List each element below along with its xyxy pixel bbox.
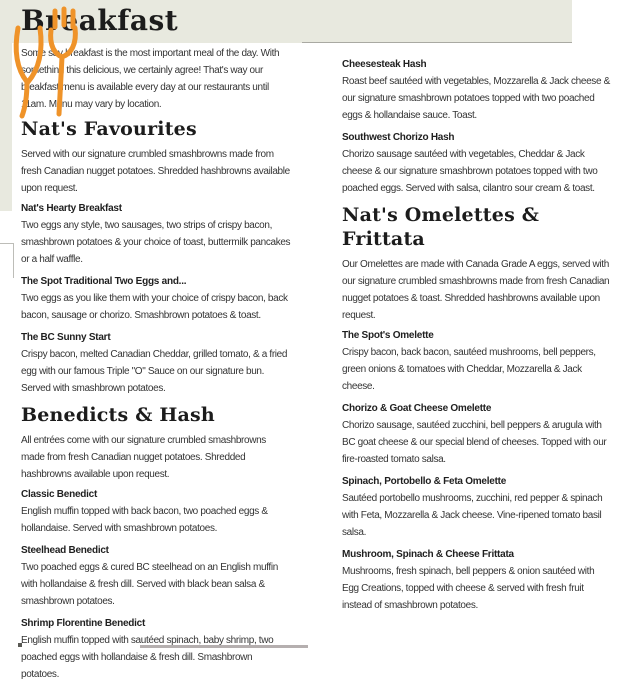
section-heading-omelettes-frittata: Nat's Omelettes & Frittata bbox=[342, 204, 540, 250]
menu-item bbox=[342, 130, 612, 197]
item-name: Southwest Chorizo Hash bbox=[342, 132, 455, 143]
item-name: Steelhead Benedict bbox=[21, 545, 109, 556]
menu-item bbox=[342, 401, 612, 468]
menu-item bbox=[342, 547, 612, 614]
item-desc: Chorizo sausage sautéed with vegetables, Cheddar & Jack cheese & our signature smashbrown potatoes topped with two poached eggs. Served with salsa, cilantro sour cream & toast. bbox=[342, 149, 598, 194]
item-name: Nat's Hearty Breakfast bbox=[21, 203, 122, 214]
item-desc: Roast beef sautéed with vegetables, Mozzarella & Jack cheese & our signature smashbrown potatoes topped with two poached eggs & hollandaise sauce. Toast. bbox=[342, 76, 610, 121]
item-desc: English muffin topped with sautéed spinach, baby shrimp, two poached eggs with hollandaise & fresh dill. Smashbrown potatoes. bbox=[21, 635, 274, 680]
section-heading-nats-favourites: Nat's Favourites bbox=[21, 118, 197, 140]
menu-item bbox=[342, 328, 612, 395]
item-name: Cheesesteak Hash bbox=[342, 59, 427, 70]
item-desc: Crispy bacon, melted Canadian Cheddar, grilled tomato, & a fried egg with our famous Triple "O" Sauce on our signature bun. Served with smashbrown potatoes. bbox=[21, 349, 288, 394]
item-name: Shrimp Florentine Benedict bbox=[21, 618, 146, 629]
item-desc: Two poached eggs & cured BC steelhead on an English muffin with hollandaise & fresh dill. Served with black bean salsa & smashbrown potatoes. bbox=[21, 562, 278, 607]
page-title: Breakfast bbox=[21, 4, 179, 37]
menu-item bbox=[342, 474, 612, 541]
menu-item bbox=[21, 543, 291, 610]
item-desc: Crispy bacon, back bacon, sautéed mushrooms, bell peppers, green onions & tomatoes with Cheddar, Mozzarella & Jack cheese. bbox=[342, 347, 596, 392]
item-name: Mushroom, Spinach & Cheese Frittata bbox=[342, 549, 514, 560]
item-name: Spinach, Portobello & Feta Omelette bbox=[342, 476, 507, 487]
section-note: Served with our signature crumbled smashbrowns made from fresh Canadian nugget potatoes. Shredded hashbrowns available upon request. bbox=[21, 149, 290, 194]
right-column bbox=[342, 57, 612, 620]
menu-item bbox=[342, 57, 612, 124]
menu-item bbox=[21, 274, 291, 324]
section-note: All entrées come with our signature crumbled smashbrowns made from fresh Canadian nugget potatoes. Shredded hashbrowns available upon request. bbox=[21, 435, 266, 480]
item-name: The Spot's Omelette bbox=[342, 330, 434, 341]
menu-item bbox=[21, 487, 291, 537]
menu-item bbox=[21, 201, 291, 268]
fork-and-wine-glass-icon bbox=[3, 2, 81, 122]
item-name: The Spot Traditional Two Eggs and... bbox=[21, 276, 187, 287]
item-desc: English muffin topped with back bacon, two poached eggs & hollandaise. Served with smashbrown potatoes. bbox=[21, 506, 268, 534]
header-rule bbox=[302, 42, 572, 43]
section-note: Our Omelettes are made with Canada Grade A eggs, served with our signature crumbled smashbrowns made from fresh Canadian nugget potatoes & toast. Shredded hashbrowns available upon request. bbox=[342, 259, 610, 321]
item-desc: Chorizo sausage, sautéed zucchini, bell peppers & arugula with BC goat cheese & our special blend of cheeses. Topped with our fire-roasted tomato salsa. bbox=[342, 420, 607, 465]
item-name: Chorizo & Goat Cheese Omelette bbox=[342, 403, 492, 414]
item-desc: Sautéed portobello mushrooms, zucchini, red pepper & spinach with Feta, Mozzarella & Jack cheese. Vine-ripened tomato basil salsa. bbox=[342, 493, 603, 538]
item-desc: Mushrooms, fresh spinach, bell peppers & onion sautéed with Egg Creations, topped with cheese & served with fresh fruit instead of smashbrown potatoes. bbox=[342, 566, 595, 611]
item-desc: Two eggs any style, two sausages, two strips of crispy bacon, smashbrown potatoes & your choice of toast, buttermilk pancakes or a half waffle. bbox=[21, 220, 291, 265]
left-edge-corner-artifact bbox=[0, 243, 14, 278]
left-column bbox=[21, 45, 291, 689]
item-name: The BC Sunny Start bbox=[21, 332, 111, 343]
section-heading-benedicts-hash: Benedicts & Hash bbox=[21, 404, 215, 426]
item-name: Classic Benedict bbox=[21, 489, 98, 500]
intro-paragraph: Some say breakfast is the most important meal of the day. With something this delicious, we certainly agree! That's way our breakfast menu is available every day at our restaurants until 11am. Menu may vary by location. bbox=[21, 48, 280, 110]
menu-item bbox=[21, 330, 291, 397]
item-desc: Two eggs as you like them with your choice of crispy bacon, back bacon, sausage or chorizo. Smashbrown potatoes & toast. bbox=[21, 293, 288, 321]
